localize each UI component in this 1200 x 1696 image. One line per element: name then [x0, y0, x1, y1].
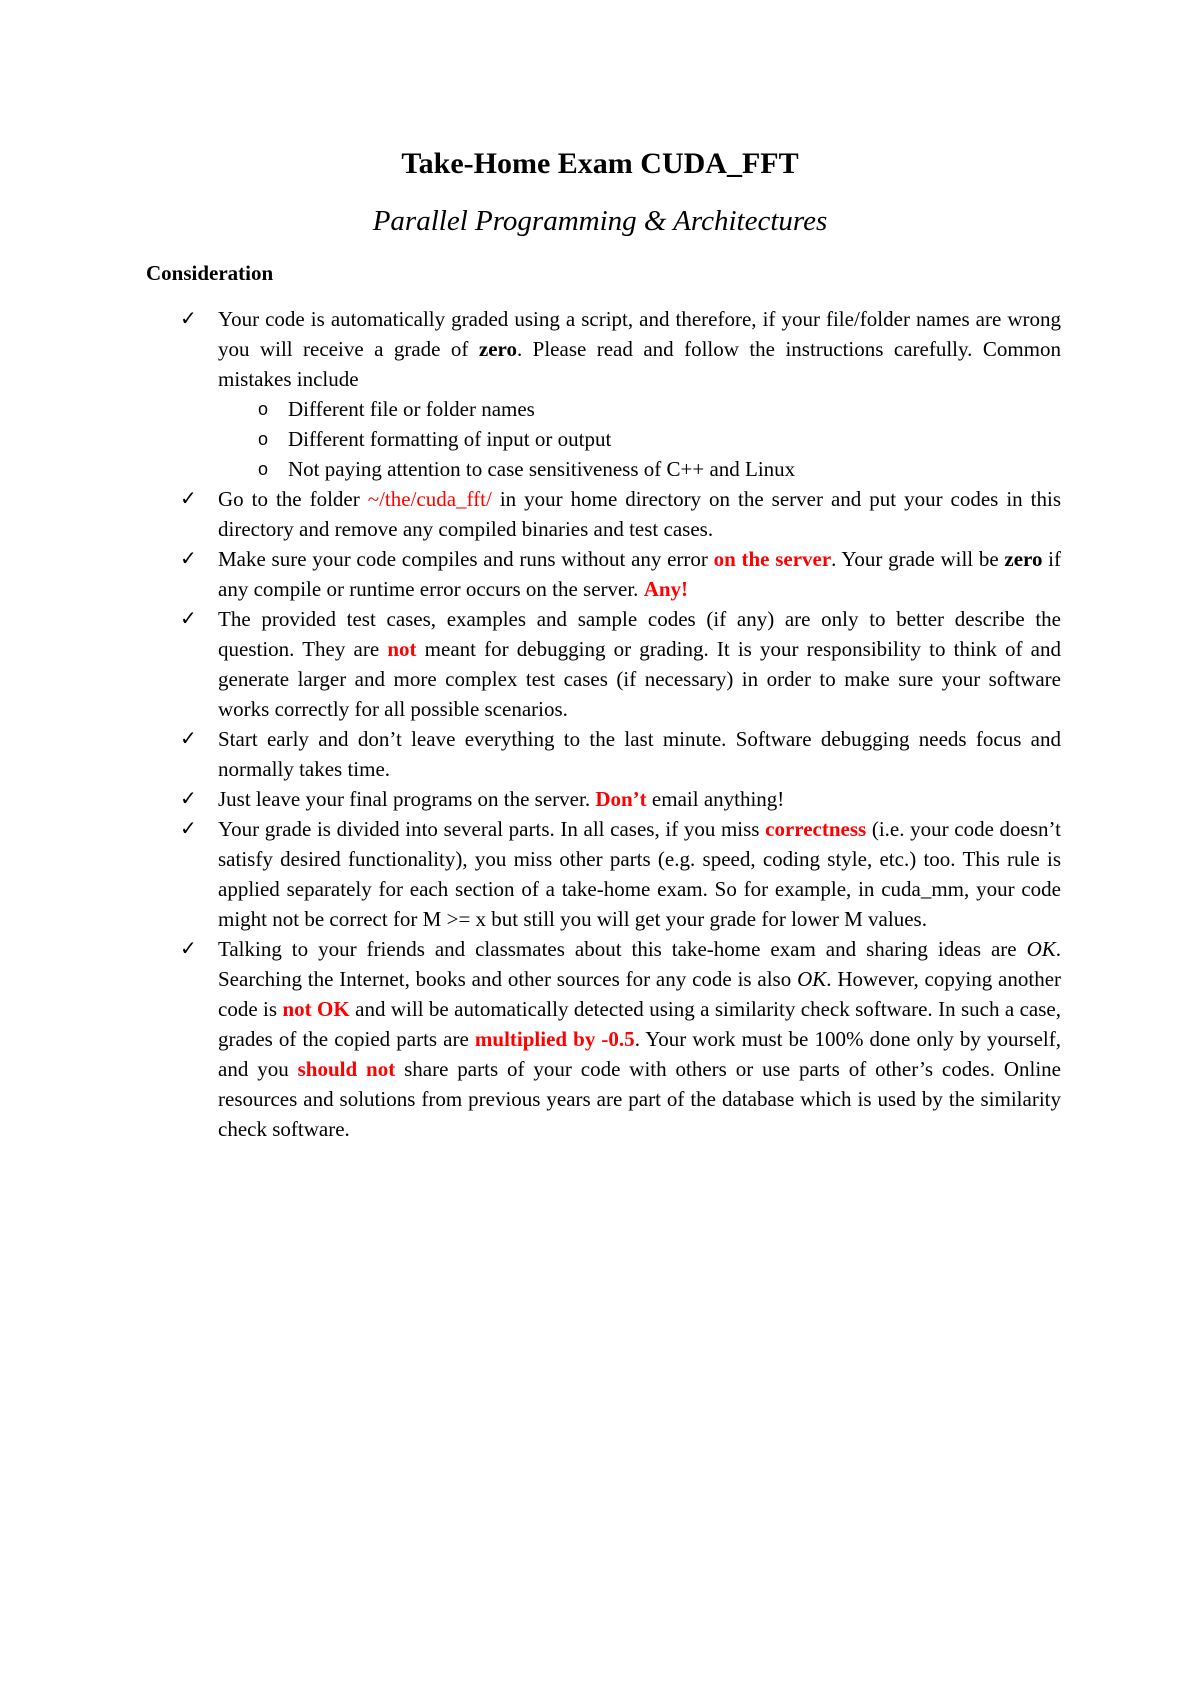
- list-item: [180, 604, 1061, 724]
- circle-bullet-icon: o: [258, 459, 269, 479]
- list-item: [180, 544, 1061, 604]
- check-icon: ✓: [180, 818, 197, 840]
- check-icon: ✓: [180, 728, 197, 750]
- sub-list-item: [218, 424, 1061, 454]
- list-item: [180, 724, 1061, 784]
- highlight-text: on the server: [713, 547, 832, 571]
- list-item: [180, 304, 1061, 484]
- list-item: [180, 784, 1061, 814]
- check-icon: ✓: [180, 608, 197, 630]
- check-icon: ✓: [180, 938, 197, 960]
- check-icon: ✓: [180, 308, 197, 330]
- item-text: Go to the folder: [218, 487, 368, 511]
- item-text: Just leave your final programs on the server.: [218, 787, 596, 811]
- list-item: [180, 814, 1061, 934]
- check-icon: ✓: [180, 488, 197, 510]
- item-text: if any compile or runtime error occurs on the server.: [218, 547, 1062, 601]
- highlight-text: should not: [297, 1057, 396, 1081]
- sub-item-text: Different file or folder names: [288, 397, 535, 421]
- document-title: Take-Home Exam CUDA_FFT: [401, 147, 799, 180]
- highlight-text: not: [387, 637, 417, 661]
- list-item: [180, 484, 1061, 544]
- italic-text: OK: [797, 967, 827, 991]
- item-text: . However, copying another code is: [218, 967, 1062, 1021]
- item-text: Your grade is divided into several parts. In all cases, if you miss: [218, 817, 766, 841]
- item-text: share parts of your code with others or use parts of other’s codes. Online resources and solutions from previous years are part of the database which is used by the similarity check software.: [218, 1057, 1062, 1141]
- item-text: Make sure your code compiles and runs without any error: [218, 547, 714, 571]
- document-subtitle: Parallel Programming & Architectures: [372, 205, 828, 237]
- check-icon: ✓: [180, 788, 197, 810]
- item-text: . Searching the Internet, books and other sources for any code is also: [218, 937, 1061, 991]
- highlight-text: not OK: [282, 997, 350, 1021]
- consideration-list: [180, 304, 1061, 1144]
- item-text: meant for debugging or grading. It is your responsibility to think of and generate larger and more complex test cases (if necessary) in order to make sure your software works correctly for all possible scenarios.: [218, 637, 1061, 721]
- emphasis-text: zero: [478, 337, 517, 361]
- item-text: The provided test cases, examples and sample codes (if any) are only to better describe the question. They are: [218, 607, 1061, 661]
- item-text: email anything!: [646, 787, 785, 811]
- sub-item-text: Different formatting of input or output: [288, 427, 612, 451]
- circle-bullet-icon: o: [258, 429, 269, 449]
- circle-bullet-icon: o: [258, 399, 269, 419]
- folder-path-text: ~/the/cuda_fft/: [367, 487, 492, 511]
- item-text: in your home directory on the server and put your codes in this directory and remove any compiled binaries and test cases.: [218, 487, 1062, 541]
- highlight-text: Any!: [643, 577, 689, 601]
- sub-list-item: [218, 394, 1061, 424]
- emphasis-text: zero: [1004, 547, 1043, 571]
- item-text: and will be automatically detected using a similarity check software. In such a case, grades of the copied parts are: [218, 997, 1061, 1051]
- item-text: . Your work must be 100% done only by yourself, and you: [218, 1027, 1062, 1081]
- italic-text: OK: [1026, 937, 1056, 961]
- check-icon: ✓: [180, 548, 197, 570]
- list-item: [180, 934, 1061, 1144]
- sub-item-text: Not paying attention to case sensitiveness of C++ and Linux: [288, 457, 796, 481]
- item-text: Start early and don’t leave everything to the last minute. Software debugging needs focus and normally takes time.: [218, 727, 1061, 781]
- highlight-text: multiplied by -0.5: [474, 1027, 635, 1051]
- item-text: . Please read and follow the instructions carefully. Common mistakes include: [218, 337, 1061, 391]
- highlight-text: correctness: [765, 817, 867, 841]
- item-text: (i.e. your code doesn’t satisfy desired functionality), you miss other parts (e.g. speed, coding style, etc.) too. This rule is applied separately for each section of a take-home exam. So for example, in cuda_mm, your code might not be correct for M >= x but still you will get your grade for lower M values.: [218, 817, 1061, 931]
- sub-list: [218, 394, 1061, 484]
- item-text: . Your grade will be: [831, 547, 1005, 571]
- highlight-text: Don’t: [595, 787, 647, 811]
- item-text: Your code is automatically graded using a script, and therefore, if your file/folder names are wrong you will receive a grade of: [218, 307, 1061, 361]
- sub-list-item: [218, 454, 1061, 484]
- section-heading-consideration: Consideration: [146, 261, 274, 285]
- item-text: Talking to your friends and classmates about this take-home exam and sharing ideas are: [218, 937, 1027, 961]
